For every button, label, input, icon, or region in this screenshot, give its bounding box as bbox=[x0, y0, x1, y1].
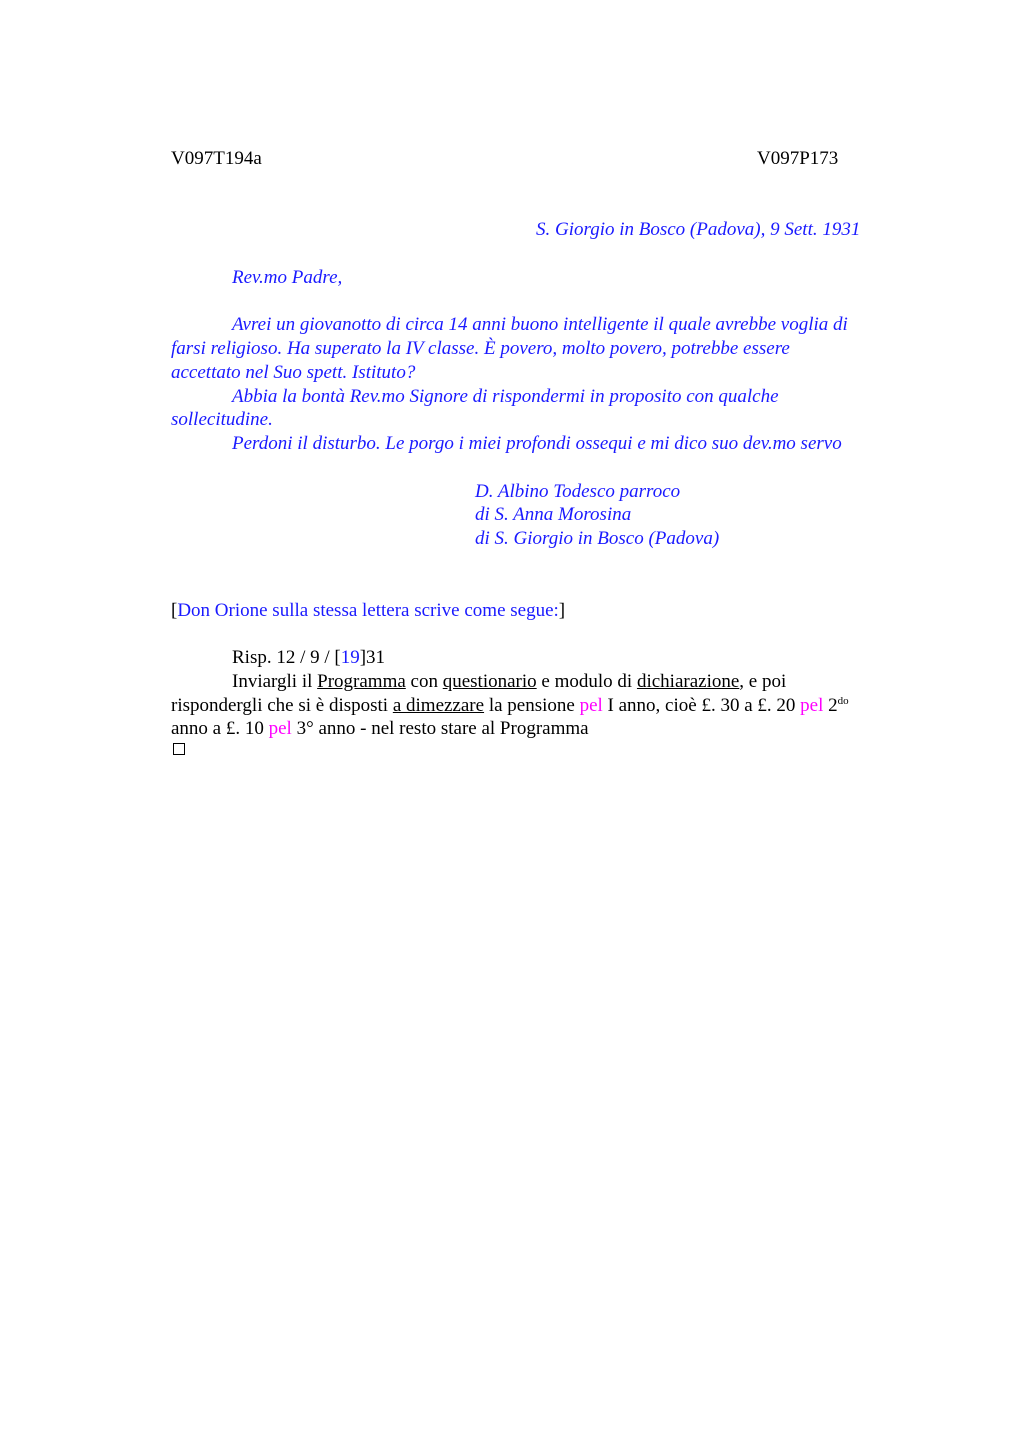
end-of-document-box bbox=[173, 743, 185, 755]
reply-text: 3° anno - nel resto stare al Programma bbox=[291, 718, 589, 739]
underlined-word: questionario bbox=[442, 671, 537, 692]
underlined-word: Programma bbox=[317, 671, 406, 692]
letter-signature-line-2: di S. Anna Morosina bbox=[475, 504, 632, 525]
reply-text: , e poi bbox=[739, 671, 787, 692]
letter-paragraph-1-line-1: Avrei un giovanotto di circa 14 anni buono intelligente il quale avrebbe voglia di bbox=[232, 314, 848, 335]
note-open-bracket: [ bbox=[171, 600, 178, 621]
reply-date-suffix: ]31 bbox=[359, 647, 386, 668]
underlined-word: dichiarazione bbox=[636, 671, 740, 692]
highlighted-word: pel bbox=[579, 695, 603, 716]
reply-line-1 bbox=[232, 670, 786, 693]
highlighted-word: pel bbox=[800, 695, 824, 716]
reply-line-2 bbox=[171, 694, 849, 717]
letter-signature-line-1: D. Albino Todesco parroco bbox=[475, 481, 681, 502]
underlined-word: a dimezzare bbox=[392, 695, 485, 716]
letter-paragraph-3: Perdoni il disturbo. Le porgo i miei profondi ossequi e mi dico suo dev.mo servo bbox=[232, 433, 842, 454]
reply-text: anno a £. 10 bbox=[171, 718, 269, 739]
letter-paragraph-2-line-1: Abbia la bontà Rev.mo Signore di rispondermi in proposito con qualche bbox=[232, 386, 779, 407]
letter-signature-line-3: di S. Giorgio in Bosco (Padova) bbox=[475, 528, 720, 549]
reply-text: e modulo di bbox=[536, 671, 637, 692]
letter-salutation: Rev.mo Padre, bbox=[232, 267, 343, 288]
reply-date-century: 19 bbox=[340, 647, 360, 668]
document-code-right: V097P173 bbox=[757, 148, 839, 169]
reply-text: con bbox=[405, 671, 443, 692]
letter-paragraph-1-line-3: accettato nel Suo spett. Istituto? bbox=[171, 362, 416, 383]
letter-paragraph-1-line-2: farsi religioso. Ha superato la IV classe. È povero, molto povero, potrebbe essere bbox=[171, 338, 790, 359]
reply-date-prefix: Risp. 12 / 9 / [ bbox=[232, 647, 341, 668]
editorial-note bbox=[171, 599, 565, 622]
note-close-bracket: ] bbox=[558, 600, 566, 621]
document-code-left: V097T194a bbox=[171, 148, 262, 169]
reply-line-3 bbox=[171, 717, 589, 740]
reply-text: 2 bbox=[823, 695, 838, 716]
reply-date bbox=[232, 646, 385, 669]
reply-text: rispondergli che si è disposti bbox=[171, 695, 393, 716]
letter-place-date: S. Giorgio in Bosco (Padova), 9 Sett. 1931 bbox=[536, 219, 861, 240]
superscript: do bbox=[837, 695, 849, 707]
reply-text: la pensione bbox=[484, 695, 580, 716]
reply-text: Inviargli il bbox=[232, 671, 318, 692]
note-text: Don Orione sulla stessa lettera scrive come segue: bbox=[177, 600, 559, 621]
reply-text: I anno, cioè £. 30 a £. 20 bbox=[602, 695, 801, 716]
letter-paragraph-2-line-2: sollecitudine. bbox=[171, 409, 273, 430]
highlighted-word: pel bbox=[268, 718, 292, 739]
